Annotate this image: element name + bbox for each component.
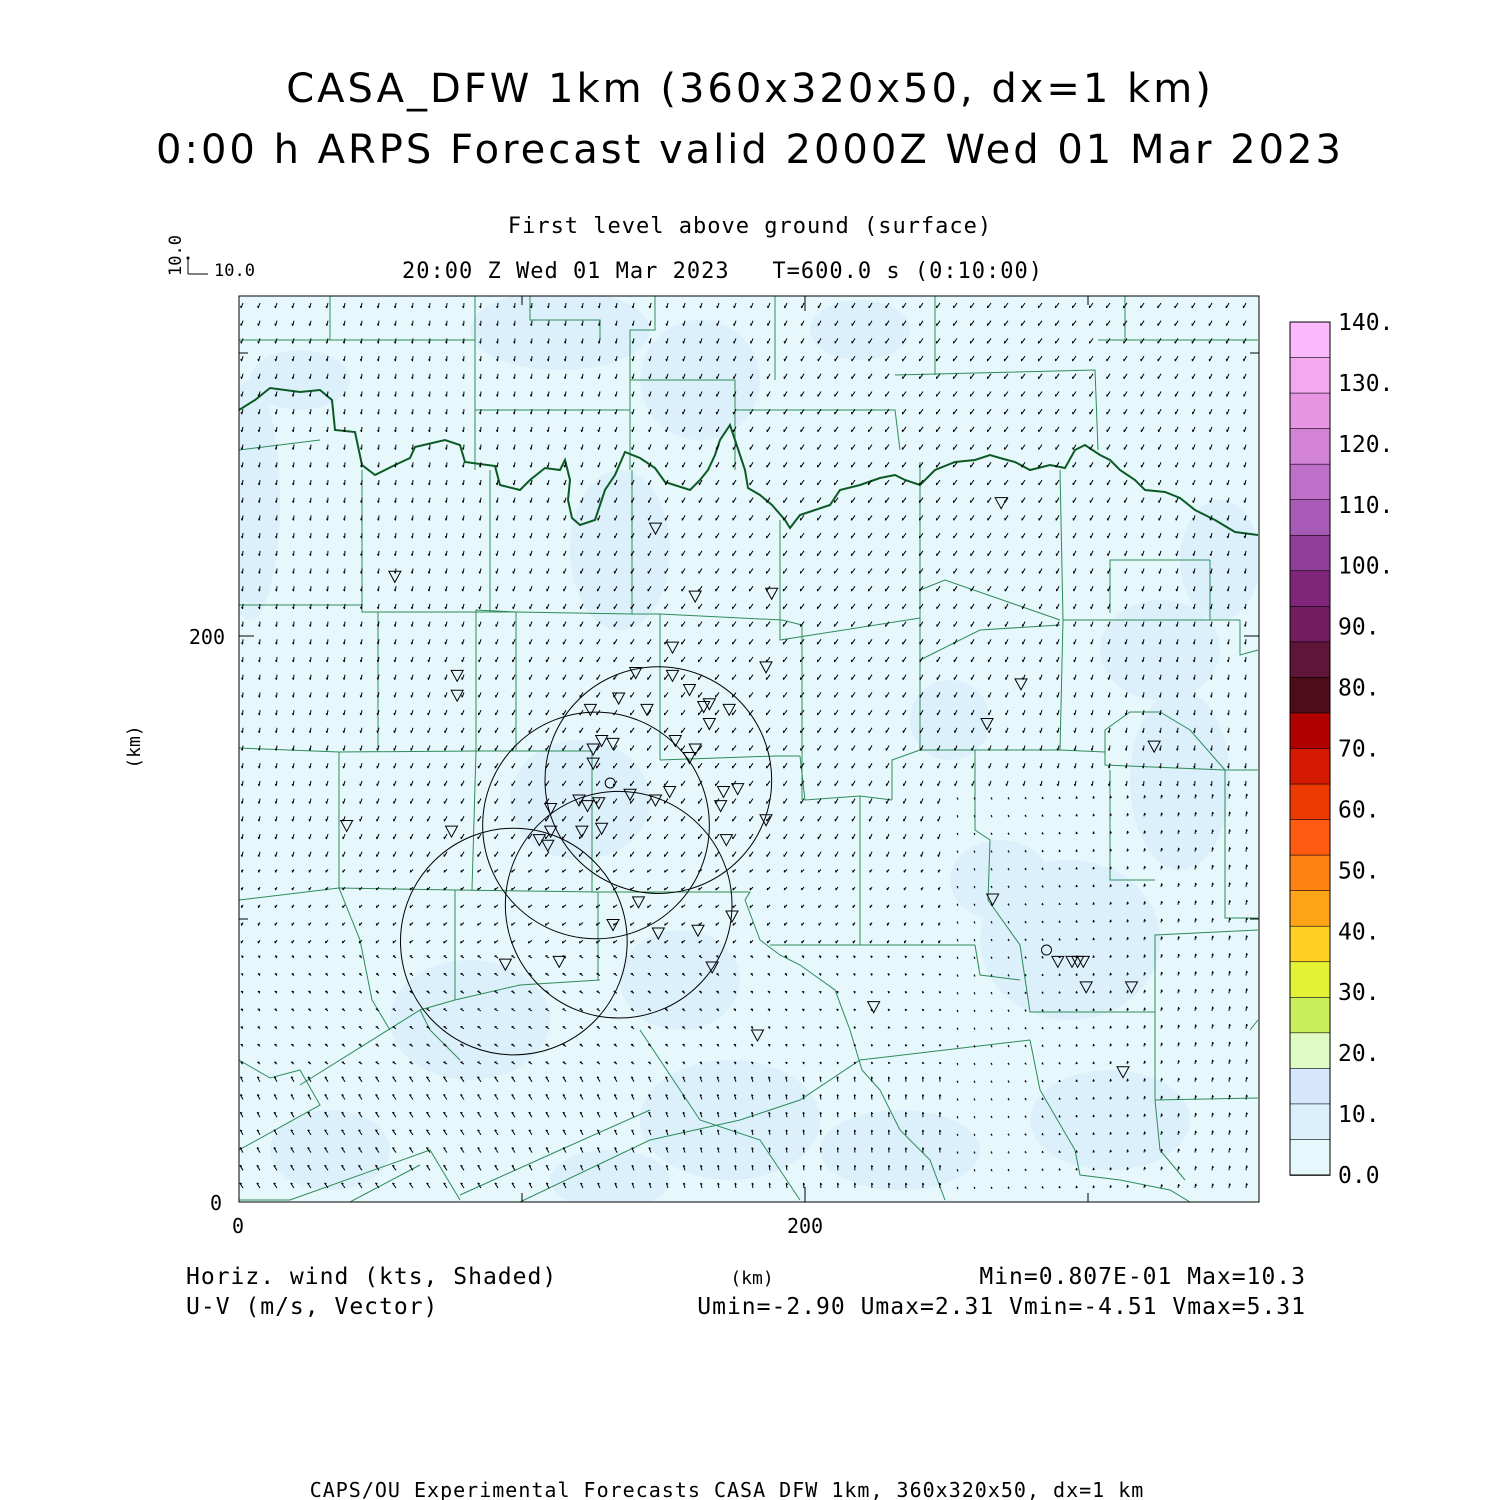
shaded-patch [470,290,650,370]
colorbar-swatch [1290,535,1330,571]
vector-reference-key [166,235,255,281]
colorbar-label: 70. [1338,736,1380,763]
credit-line: CAPS/OU Experimental Forecasts CASA DFW 1km, 360x320x50, dx=1 km [309,1478,1145,1500]
colorbar-swatch [1290,713,1330,749]
time-subtitle: 20:00 Z Wed 01 Mar 2023 T=600.0 s (0:10:00) [402,259,1044,284]
x-axis-unit: (km) [730,1268,774,1289]
vector-key-x-label: 10.0 [214,261,255,281]
colorbar-swatch [1290,464,1330,500]
colorbar-label: 120. [1338,431,1394,458]
y-tick-label-0: 0 [209,1191,222,1215]
y-tick-label-200: 200 [188,625,225,649]
shaded-patch [950,840,1050,920]
colorbar-label: 130. [1338,370,1394,397]
shaded-patch [570,470,670,630]
colorbar-label: 50. [1338,858,1380,885]
x-tick-label-200: 200 [786,1214,824,1238]
colorbar-label: 110. [1338,492,1394,519]
colorbar-swatch [1290,1104,1330,1140]
colorbar-label: 40. [1338,919,1380,946]
colorbar-swatch [1290,1068,1330,1104]
colorbar-label: 60. [1338,797,1380,824]
colorbar-swatch [1290,571,1330,607]
colorbar-swatch [1290,855,1330,891]
shaded-patch [820,1110,980,1190]
colorbar-label: 10. [1338,1102,1380,1129]
colorbar-label: 0.0 [1338,1163,1380,1189]
shaded-patch [1100,600,1220,700]
colorbar-label: 140. [1338,310,1394,336]
shaded-patch [250,350,350,410]
colorbar-swatch [1290,642,1330,678]
colorbar-swatch [1290,1033,1330,1069]
shaded-patch [1030,1070,1190,1170]
colorbar-swatch [1290,926,1330,962]
colorbar-swatch [1290,784,1330,820]
colorbar-swatch [1290,749,1330,785]
colorbar-label: 30. [1338,980,1380,1007]
shaded-field-label: Horiz. wind (kts, Shaded) [186,1264,558,1290]
shaded-patch [1130,690,1230,870]
shaded-patch [270,1110,390,1190]
colorbar-label: 90. [1338,614,1380,641]
forecast-valid-title: 0:00 h ARPS Forecast valid 2000Z Wed 01 Mar 2023 [156,127,1344,173]
vector-key-y-label: 10.0 [166,235,186,276]
colorbar-label: 20. [1338,1041,1380,1068]
colorbar-swatch [1290,393,1330,429]
vector-field-label: U-V (m/s, Vector) [186,1294,439,1320]
color-scale-bar [1290,310,1393,1189]
x-tick-label-0: 0 [231,1214,245,1238]
colorbar-swatch [1290,677,1330,713]
colorbar-swatch [1290,891,1330,927]
min-max-readout: Min=0.807E-01 Max=10.3 [979,1264,1306,1290]
shaded-patch [220,380,280,620]
colorbar-swatch [1290,962,1330,998]
colorbar-swatch [1290,429,1330,465]
colorbar-label: 80. [1338,675,1380,702]
y-axis-unit: (km) [124,725,145,769]
colorbar-swatch [1290,358,1330,394]
colorbar-swatch [1290,322,1330,358]
colorbar-swatch [1290,1139,1330,1175]
colorbar-swatch [1290,997,1330,1033]
colorbar-swatch [1290,500,1330,536]
uv-stats-readout: Umin=-2.90 Umax=2.31 Vmin=-4.51 Vmax=5.31 [697,1294,1306,1320]
shaded-patch [810,300,910,360]
colorbar-swatch [1290,820,1330,856]
page-title: CASA_DFW 1km (360x320x50, dx=1 km) [286,66,1214,112]
colorbar-swatch [1290,606,1330,642]
level-subtitle: First level above ground (surface) [507,214,993,239]
shaded-patch [620,930,740,1030]
shaded-patch [390,960,550,1080]
shaded-wind-field [220,290,1260,1210]
colorbar-label: 100. [1338,553,1394,580]
